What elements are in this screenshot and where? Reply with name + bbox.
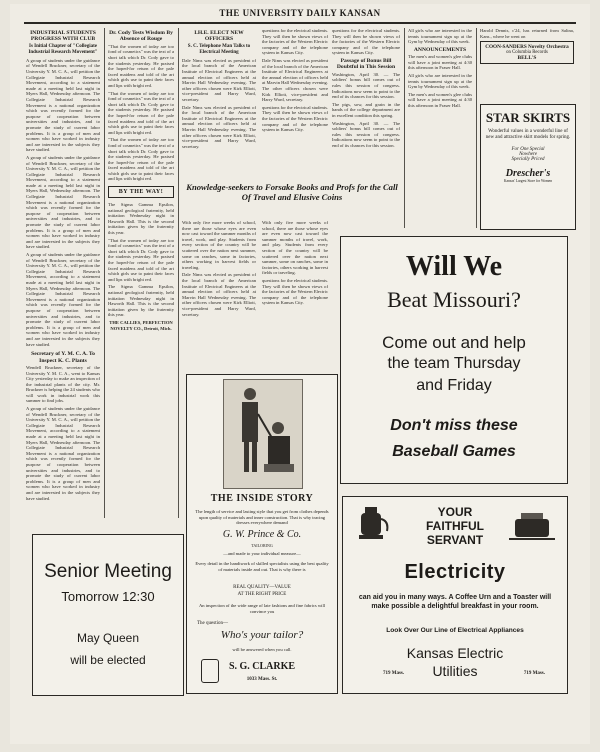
headline: INDUSTRIAL STUDENTS PROGRESS WITH CLUB bbox=[30, 30, 96, 43]
article-body: questions for the electrical students. They will then be shown views of the factories of the Western Electric company and of the telephone system in Kansas City. bbox=[262, 28, 328, 56]
ad-sub: on Columbia Records bbox=[506, 50, 548, 56]
article-body: With only five more weeks of school, there are those whose eyes are even now cast toward the summer months of travel, work, and play. Students from every section of the country will be scattered over the nation next summer, some on ranches, some in factories, others working in harvest fields or traveling. bbox=[182, 220, 256, 270]
star-skirts-ad bbox=[480, 104, 576, 230]
headline: Knowledge-seekers to Forsake Books and Profs for the Call Of Travel and Elusive Coins bbox=[186, 182, 398, 202]
article-body: Washington, April 30. — The soldiers' bonus bill comes out of rules this session of congress. Indications now seem to point to the end of its chances for this session. bbox=[332, 120, 400, 148]
article-body: All girls who are interested in the tennis tournament sign up at the Gym by Wednesday of this week. bbox=[408, 28, 472, 45]
article-body: questions for the electrical students. They will then be shown views of the factories of the Western Electric company and of the telephone system in Kansas City. bbox=[262, 277, 328, 306]
ad-signature: G. W. Prince & Co. bbox=[222, 529, 302, 540]
ad-headline: THE INSIDE STORY bbox=[210, 493, 314, 504]
tailor-figures-icon bbox=[224, 380, 302, 488]
article-body: The men's and women's glee clubs will have a joint meeting at 4:30 this afternoon in Fraser Hall. bbox=[408, 54, 472, 71]
article-body: All girls who are interested in the tennis tournament sign up at the Gym by Wednesday of this week. bbox=[408, 72, 472, 90]
article-body: questions for the electrical students. They will then be shown views of the factories of the Western Electric company and of the telephone system in Kansas City. bbox=[262, 104, 328, 133]
column-rule bbox=[104, 28, 105, 518]
article-body: The men's and women's glee clubs will have a joint meeting at 4:30 this afternoon in Fraser Hall. bbox=[408, 91, 472, 108]
ad-box bbox=[480, 41, 574, 64]
column-announcements bbox=[408, 28, 472, 228]
article-body: Dale Nims was elected as president of the local branch of the American Institute of Electrical Engineers at the annual election of officers held at Marvin Hall Wednesday evening. The other officers chosen were Kirk Elliott, vice-president and Harry Ward, secretary. bbox=[182, 104, 256, 149]
price-line: Specially Priced bbox=[511, 157, 545, 162]
ad-body: Wonderful values in a wonderful line of new and attractive skirt models for spring. bbox=[485, 129, 571, 140]
headline: Secretary of Y. M. C. A. To Inspect K. C. Plants bbox=[31, 351, 95, 364]
article-body: "That the women of today are too fond of cosmetics" was the text of a short talk which Dr. Cody gave to the students yesterday. He praised the hoped-for return of the pale faced maidens and told of the art which girls use to paint their faces and lips with bright red. bbox=[108, 137, 174, 182]
headline: Passage of Bonus Bill Doubtful in This Session bbox=[336, 57, 396, 71]
company-name: Utilities bbox=[432, 663, 478, 679]
ad-title: Electricity bbox=[404, 561, 506, 583]
article-body: Washington, April 30. — The soldiers' bonus bill comes out of rules this session of congress. Indications now seem to point to the end of its chances for this session. bbox=[332, 71, 400, 100]
article-body: A group of students under the guidance of Wendell Bruckner, secretary of the University Y. M. C. A., will petition the Collegiate Industrial Research Movement, according to a statement made at a meeting held last night in Myers Hall, Wednesday afternoon. The Collegiate Industrial Research Movement is a national organization which was recently formed for the purpose of cooperation between universities and industries, and to promote the study of current labor problems. It is a group of men and women who have worked in industry and are interested in the subjects they have studied. bbox=[26, 154, 100, 250]
article-body: A group of students under the guidance of Wendell Bruckner, secretary of the University Y. M. C. A., will petition the Collegiate Industrial Research Movement, according to a statement made at a meeting held last night in Myers Hall, Wednesday afternoon. The Collegiate Industrial Research Movement is a national organization which was recently formed for the purpose of cooperation between universities and industries, and to promote the study of current labor problems. It is a group of men and women who have worked in industry and are interested in the subjects they have studied. bbox=[26, 406, 100, 501]
article-body: Wendell Bruckner, secretary of the University Y. M. C. A., went to Kansas City yesterday to make an inspection of the industrial plants of the city. Mr. Bruckner is helping the 24 students who will work in industrial work this summer to find jobs. bbox=[26, 364, 100, 404]
article-body: The Sigma Gamma Epsilon, national geological fraternity, held initiation Wednesday night in Haworth Hall. This is the second initiation given by the fraternity this year. bbox=[108, 284, 174, 318]
classified-ad: THE CALLIES, PERFECTION NOVELTY CO., Detroit, Mich. bbox=[109, 319, 173, 331]
store-address: 1033 Mass. St. bbox=[246, 677, 278, 682]
column-rule bbox=[404, 28, 405, 228]
knowledge-body-left bbox=[182, 220, 256, 370]
ad-answer: will be answered when you call. bbox=[232, 647, 292, 652]
masthead-title: THE UNIVERSITY DAILY KANSAN bbox=[219, 8, 381, 18]
column-rule bbox=[476, 28, 477, 228]
senior-meeting-notice bbox=[32, 534, 184, 696]
notice-time: Tomorrow 12:30 bbox=[61, 589, 155, 604]
company-address: 719 Mass. bbox=[383, 671, 405, 676]
notice-line: will be elected bbox=[70, 653, 146, 667]
article-body: Harold Dennis, c'24, has returned from Salina, Kans., where he went on bbox=[480, 28, 574, 39]
ad-line-3: SERVANT bbox=[426, 533, 484, 547]
column-rule bbox=[178, 28, 179, 518]
ad-script: Who's your tailor? bbox=[220, 629, 304, 641]
ad-line-5: and Friday bbox=[416, 377, 492, 394]
ad-value: AT THE RIGHT PRICE bbox=[237, 592, 287, 597]
article-body: Dale Nims was elected as president of the local branch of the American Institute of Electrical Engineers at the annual election of officers held at Marvin Hall Wednesday evening. The other officers chosen were Kirk Elliott, vice-president and Harry Ward, secretary. bbox=[182, 57, 256, 102]
deck: S. C. Telephone Man Talks to Electrical Meeting bbox=[187, 43, 251, 55]
ad-body: Every detail in the handiwork of skilled specialists using the best quality of materials inside and out. That is why there is bbox=[195, 561, 329, 572]
article-body: The Sigma Gamma Epsilon, national geological fraternity, held initiation Wednesday night in Haworth Hall. This is the second initiation given by the fraternity this year. bbox=[108, 202, 174, 236]
store-sub: Kansas' Largest Store for Women bbox=[503, 179, 553, 183]
article-body: A group of students under the guidance of Wendell Bruckner, secretary of the University Y. M. C. A., will petition the Collegiate Industrial Research Movement, according to a statement made at a meeting held last night in Myers Hall, Wednesday afternoon. The Collegiate Industrial Research Movement is a national organization which was recently formed for the purpose of cooperation between universities and industries, and to promote the study of current labor problems. It is a group of men and women who have worked in industry and are interested in the subjects they have studied. bbox=[26, 252, 100, 347]
ad-look: Look Over Our Line of Electrical Appliances bbox=[386, 627, 524, 634]
ad-store: BELL'S bbox=[517, 54, 537, 61]
knowledge-body-mid bbox=[262, 220, 328, 370]
article-body: "That the women of today are too fond of cosmetics" was the text of a short talk which Dr. Cody gave to the students yesterday. He praised the hoped-for return of the pale faced maidens and told of the art which girls use to paint their faces and lips with bright red. bbox=[108, 43, 174, 88]
tailor-illustration bbox=[223, 379, 303, 489]
ad-line-1: Will We bbox=[405, 251, 503, 282]
ad-body: The length of service and lasting style that you get from clothes depends upon quality of materials and inner construction. That is why tracing dresses everywhere demand bbox=[195, 509, 329, 526]
ad-line-6: Don't miss these bbox=[390, 417, 518, 434]
article-body: Dale Nims was elected as president of the local branch of the American Institute of Electrical Engineers at the annual election of officers held at Marvin Hall Wednesday evening. The other officers chosen were Kirk Elliott, vice-president and Harry Ward, secretary. bbox=[262, 57, 328, 103]
column-electrical bbox=[262, 28, 328, 178]
article-body: "That the women of today are too fond of cosmetics" was the text of a short talk which Dr. Cody gave to the students yesterday. He praised the hoped-for return of the pale faced maidens and told of the art which girls use to paint their faces and lips with bright red. bbox=[108, 90, 174, 135]
company-address: 719 Mass. bbox=[523, 671, 545, 676]
ad-title: STAR SKIRTS bbox=[485, 110, 571, 125]
ad-line-2: Beat Missouri? bbox=[387, 287, 521, 312]
company-name: Kansas Electric bbox=[406, 645, 504, 661]
deck: Is Initial Chapter of "Collegiate Industrial Research Movement" bbox=[28, 43, 98, 55]
notice-title: Senior Meeting bbox=[44, 561, 172, 582]
ad-body: An inspection of the wide range of late fashions and fine fabrics will convince you bbox=[198, 603, 326, 614]
banner-text: BY THE WAY! bbox=[118, 189, 164, 196]
inside-story-ad bbox=[186, 374, 338, 694]
store-name: S. G. CLARKE bbox=[228, 661, 296, 672]
headline: ANNOUNCEMENTS bbox=[413, 46, 467, 53]
ad-line-4: the team Thursday bbox=[387, 355, 521, 372]
knowledge-seekers-article bbox=[182, 182, 402, 216]
ad-body: can aid you in many ways. A Coffee Urn and a Toaster will make possible a delightful breakfast in your room. bbox=[358, 594, 552, 610]
ad-line-3: Come out and help bbox=[382, 333, 526, 352]
price-line: Nowhere bbox=[519, 152, 537, 157]
coon-sanders-ad bbox=[480, 28, 574, 102]
column-dr-cody bbox=[108, 28, 174, 518]
headline: Dr. Cody Tests Wisdom By Absence of Rouge bbox=[109, 30, 173, 43]
ad-sub: TAILORING bbox=[251, 543, 273, 548]
article-body: The pigs, sow, and grain in the hands of the college department are in excellent condition this spring. bbox=[332, 101, 400, 118]
ad-line-2: FAITHFUL bbox=[426, 519, 484, 533]
column-ihe-officers bbox=[182, 28, 256, 178]
headline: I.H.E. ELECT NEW OFFICERS bbox=[194, 30, 244, 43]
article-body: Dale Nims was elected as president of the local branch of the American Institute of Electrical Engineers at the annual election of officers held at Marvin Hall Wednesday evening. The other officers chosen were Kirk Elliott, vice-president and Harry Ward, secretary. bbox=[182, 272, 256, 317]
electricity-ad bbox=[342, 496, 568, 694]
ad-title: COON-SANDERS Novelty Orchestra bbox=[485, 44, 569, 51]
store-name: Drescher's bbox=[505, 168, 551, 179]
article-body: questions for the electrical students. They will then be shown views of the factories of the Western Electric company and of the telephone system in Kansas City. bbox=[332, 28, 400, 56]
article-body: A group of students under the guidance of Wendell Bruckner, secretary of the University Y. M. C. A., will petition the Collegiate Industrial Research Movement, according to a statement made at a meeting held last night in Myers Hall, Wednesday afternoon. The Collegiate Industrial Research Movement is a national organization which was recently formed for the purpose of cooperation between universities and industries, and to promote the study of current labor problems. It is a group of men and women who have worked in industry and are interested in the subjects they have studied. bbox=[26, 57, 100, 153]
column-industrial-students bbox=[26, 28, 100, 518]
ad-line-7: Baseball Games bbox=[392, 443, 516, 460]
article-body: "That the women of today are too fond of cosmetics" was the text of a short talk which Dr. Cody gave to the students yesterday. He praised the hoped-for return of the pale faced maidens and told of the art which girls use to paint their faces and lips with bright red. bbox=[108, 237, 174, 282]
notice-line: May Queen bbox=[76, 631, 140, 645]
ad-value: REAL QUALITY—VALUE bbox=[233, 585, 291, 590]
ad-question: The question— bbox=[197, 621, 228, 626]
ad-line-1: YOUR bbox=[437, 505, 473, 519]
baseball-ad bbox=[340, 236, 568, 484]
masthead bbox=[24, 6, 576, 24]
newspaper-page bbox=[10, 4, 590, 744]
by-the-way-banner bbox=[108, 186, 174, 198]
ad-tagline: —and made to your individual measure— bbox=[223, 551, 301, 556]
article-body: With only five more weeks of school, there are those whose eyes are even now cast toward the summer months of travel, work, and play. Students from every section of the country will be scattered over the nation next summer, some on ranches, some in factories, others working in harvest fields or traveling. bbox=[262, 220, 328, 276]
price-line: For One Special bbox=[511, 147, 545, 152]
